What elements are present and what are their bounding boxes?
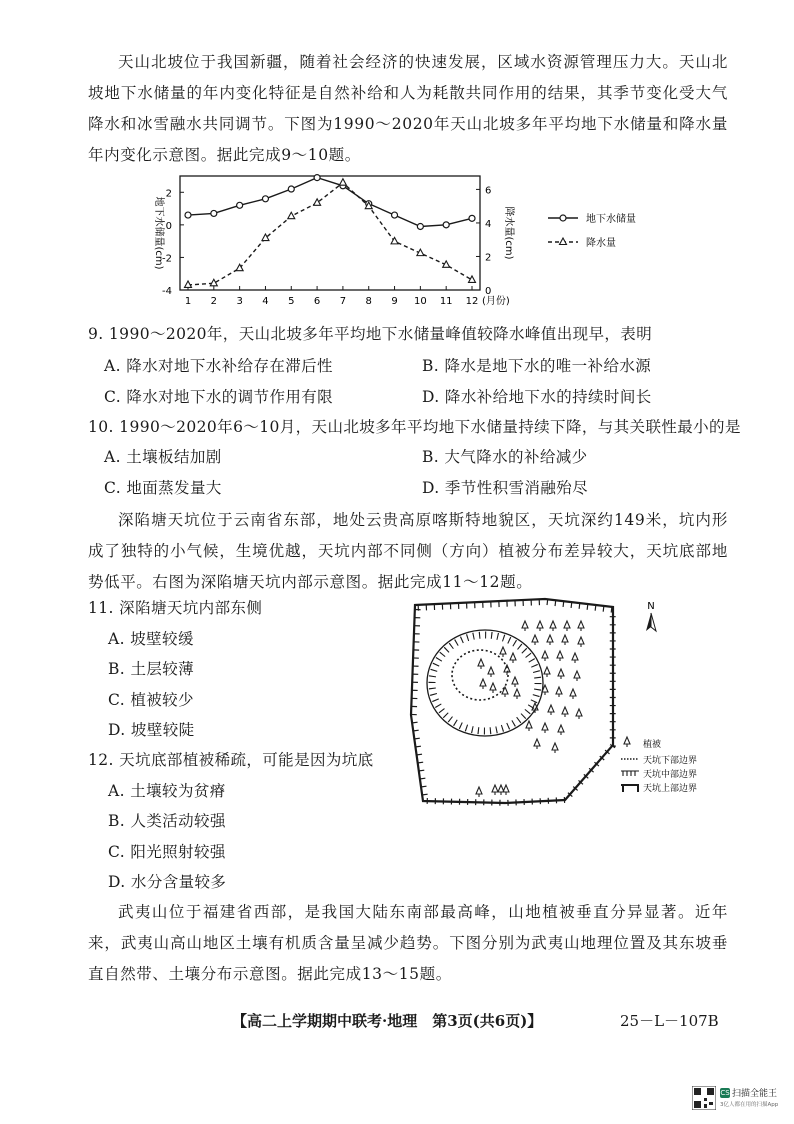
question-12-stem: 12. 天坑底部植被稀疏，可能是因为坑底 bbox=[88, 751, 374, 769]
right-tick-label: 6 bbox=[485, 185, 492, 197]
q12-option-a[interactable]: A. 土壤较为贫瘠 bbox=[108, 782, 226, 800]
tree-icon bbox=[570, 689, 576, 699]
legend-groundwater-label: 地下水储量 bbox=[586, 214, 636, 225]
left-tick-label: 0 bbox=[165, 220, 172, 232]
passage-groundwater-intro: 天山北坡位于我国新疆，随着社会经济的快速发展，区域水资源管理压力大。天山北坡地下水储量的年内变化特征是自然补给和人为耗散共同作用的结果，其季节变化受大气降水和冰雪融水共同调节。下图为1990～2020年天山北坡多年平均地下水储量和降水量年内变化示意图。据此完成9～10题。 bbox=[88, 53, 728, 164]
q12-option-b[interactable]: B. 人类活动较强 bbox=[108, 812, 226, 830]
q10-option-a[interactable]: A. 土壤板结加剧 bbox=[104, 448, 222, 466]
tree-icon bbox=[562, 707, 568, 717]
north-arrow bbox=[646, 601, 656, 631]
page-code: 25－L－107B bbox=[620, 1012, 719, 1030]
scanner-app-name: 扫描全能王 bbox=[732, 1089, 778, 1099]
left-tick-label: -4 bbox=[162, 286, 172, 297]
tree-icon bbox=[480, 679, 486, 689]
tree-icon bbox=[564, 621, 570, 631]
left-tick-label: 2 bbox=[165, 188, 172, 200]
q9-option-b[interactable]: B. 降水是地下水的唯一补给水源 bbox=[422, 357, 652, 375]
tree-icon bbox=[550, 621, 556, 631]
tree-icon bbox=[510, 653, 516, 663]
q12-option-c[interactable]: C. 阳光照射较强 bbox=[108, 843, 226, 861]
precip-point bbox=[288, 212, 295, 219]
tree-icon bbox=[558, 725, 564, 735]
tree-icon bbox=[500, 647, 506, 657]
x-tick-label: 2 bbox=[210, 296, 218, 307]
groundwater-point bbox=[392, 212, 398, 218]
groundwater-precip-chart bbox=[140, 170, 700, 315]
x-tick-label: 5 bbox=[288, 296, 295, 307]
upper-boundary bbox=[411, 599, 613, 803]
passage-wuyishan-intro: 武夷山位于福建省西部，是我国大陆东南部最高峰，山地植被垂直分异显著。近年来，武夷山高山地区土壤有机质含量呈减少趋势。下图分别为武夷山地理位置及其东坡垂直自然带、土壤分布示意图。据此完成13～15题。 bbox=[88, 903, 728, 983]
tree-icon bbox=[476, 787, 482, 797]
tree-icon bbox=[542, 651, 548, 661]
right-tick-label: 4 bbox=[485, 218, 492, 230]
left-axis-title: 地下水储量(cm) bbox=[153, 196, 164, 270]
tree-icon bbox=[498, 785, 504, 795]
groundwater-point bbox=[211, 210, 217, 216]
x-tick-label: 6 bbox=[313, 296, 321, 307]
groundwater-point bbox=[262, 196, 268, 202]
q9-option-a[interactable]: A. 降水对地下水补给存在滞后性 bbox=[104, 357, 333, 375]
tree-icon bbox=[537, 621, 543, 631]
x-axis-unit: (月份) bbox=[482, 296, 510, 307]
tree-icon bbox=[557, 651, 563, 661]
groundwater-point bbox=[417, 223, 423, 229]
tree-icon bbox=[572, 653, 578, 663]
tree-icon bbox=[492, 785, 498, 795]
page-footer-title: 【高二上学期期中联考·地理 第3页(共6页)】 bbox=[232, 1012, 543, 1030]
groundwater-point bbox=[288, 186, 294, 192]
q10-option-d[interactable]: D. 季节性积雪消融殆尽 bbox=[422, 479, 589, 497]
groundwater-point bbox=[237, 202, 243, 208]
tree-icon bbox=[547, 635, 553, 645]
tree-icon bbox=[548, 705, 554, 715]
tree-icon bbox=[578, 637, 584, 647]
precip-point bbox=[391, 237, 398, 244]
tree-icon bbox=[512, 677, 518, 687]
q11-option-b[interactable]: B. 土层较薄 bbox=[108, 660, 195, 678]
groundwater-point bbox=[185, 212, 191, 218]
q11-option-d[interactable]: D. 坡壁较陡 bbox=[108, 721, 195, 739]
tree-icon bbox=[478, 659, 484, 669]
precip-point bbox=[314, 199, 321, 206]
question-9-stem: 9. 1990～2020年，天山北坡多年平均地下水储量峰值较降水峰值出现早，表明 bbox=[88, 325, 653, 343]
tree-icon bbox=[532, 635, 538, 645]
legend-groundwater-marker bbox=[560, 215, 566, 221]
camscanner-logo-icon: CS bbox=[720, 1089, 730, 1097]
tree-icon bbox=[526, 721, 532, 731]
tree-icon bbox=[514, 689, 520, 699]
x-tick-label: 12 bbox=[465, 296, 479, 307]
x-tick-label: 4 bbox=[262, 296, 269, 307]
plot-frame bbox=[180, 176, 480, 290]
x-tick-label: 3 bbox=[236, 296, 243, 307]
left-tick-label: -2 bbox=[162, 253, 172, 265]
tiankeng-map bbox=[395, 595, 725, 830]
question-10-stem: 10. 1990～2020年6～10月，天山北坡多年平均地下水储量持续下降，与其关联性最小的是 bbox=[88, 418, 741, 436]
groundwater-line bbox=[188, 178, 472, 227]
q9-option-c[interactable]: C. 降水对地下水的调节作用有限 bbox=[104, 388, 334, 406]
x-tick-label: 1 bbox=[184, 296, 192, 307]
tree-icon bbox=[503, 785, 509, 795]
tree-icon bbox=[490, 683, 496, 693]
tree-icon bbox=[574, 671, 580, 681]
q10-option-c[interactable]: C. 地面蒸发量大 bbox=[104, 479, 222, 497]
q10-option-b[interactable]: B. 大气降水的补给减少 bbox=[422, 448, 588, 466]
tree-icon bbox=[522, 621, 528, 631]
precip-line bbox=[188, 183, 472, 285]
question-11-stem: 11. 深陷塘天坑内部东侧 bbox=[88, 599, 263, 617]
legend-vegetation-label: 植被 bbox=[643, 740, 662, 750]
precip-point bbox=[339, 179, 346, 186]
lower-boundary bbox=[452, 650, 508, 700]
tree-icon bbox=[544, 667, 550, 677]
svg-text:N: N bbox=[647, 601, 655, 612]
legend-upper-label: 天坑上部边界 bbox=[643, 784, 698, 794]
q11-option-c[interactable]: C. 植被较少 bbox=[108, 691, 194, 709]
tree-icon bbox=[488, 667, 494, 677]
x-tick-label: 7 bbox=[339, 296, 347, 307]
tree-icon bbox=[558, 669, 564, 679]
right-axis-title: 降水量(cm) bbox=[503, 206, 514, 260]
right-tick-label: 2 bbox=[485, 252, 492, 264]
vegetation-symbols bbox=[476, 621, 584, 797]
tree-icon bbox=[534, 739, 540, 749]
tree-icon bbox=[562, 635, 568, 645]
x-tick-label: 10 bbox=[413, 296, 427, 307]
map-legend bbox=[621, 737, 697, 794]
tree-icon bbox=[576, 709, 582, 719]
legend-precip-label: 降水量 bbox=[586, 238, 616, 249]
q9-option-d[interactable]: D. 降水补给地下水的持续时间长 bbox=[422, 388, 652, 406]
groundwater-point bbox=[469, 215, 475, 221]
legend-precip-marker bbox=[560, 238, 567, 245]
groundwater-point bbox=[443, 222, 449, 228]
tree-icon bbox=[552, 743, 558, 753]
qr-code-icon bbox=[692, 1086, 716, 1110]
legend-middle-label: 天坑中部边界 bbox=[643, 770, 698, 780]
passage-tiankeng-intro: 深陷塘天坑位于云南省东部，地处云贵高原喀斯特地貌区，天坑深约149米，坑内形成了独特的小气候，生境优越，天坑内部不同侧（方向）植被分布差异较大，天坑底部地势低平。右图为深陷塘天坑内部示意图。据此完成11～12题。 bbox=[88, 511, 728, 591]
x-tick-label: 11 bbox=[439, 296, 453, 307]
tree-icon bbox=[532, 703, 538, 713]
q12-option-d[interactable]: D. 水分含量较多 bbox=[108, 873, 227, 891]
right-tick-label: 0 bbox=[485, 286, 492, 297]
scanner-watermark bbox=[692, 1082, 786, 1114]
groundwater-point bbox=[314, 175, 320, 181]
tree-icon bbox=[556, 687, 562, 697]
x-tick-label: 9 bbox=[391, 296, 398, 307]
legend-lower-label: 天坑下部边界 bbox=[643, 756, 698, 766]
q11-option-a[interactable]: A. 坡壁较缓 bbox=[108, 630, 194, 648]
upper-boundary-ticks bbox=[414, 602, 613, 803]
scanner-tagline: 3亿人都在用的扫描App bbox=[720, 1102, 779, 1108]
x-tick-label: 8 bbox=[365, 296, 372, 307]
tree-icon bbox=[542, 723, 548, 733]
tree-icon bbox=[578, 621, 584, 631]
precip-point bbox=[262, 234, 269, 241]
